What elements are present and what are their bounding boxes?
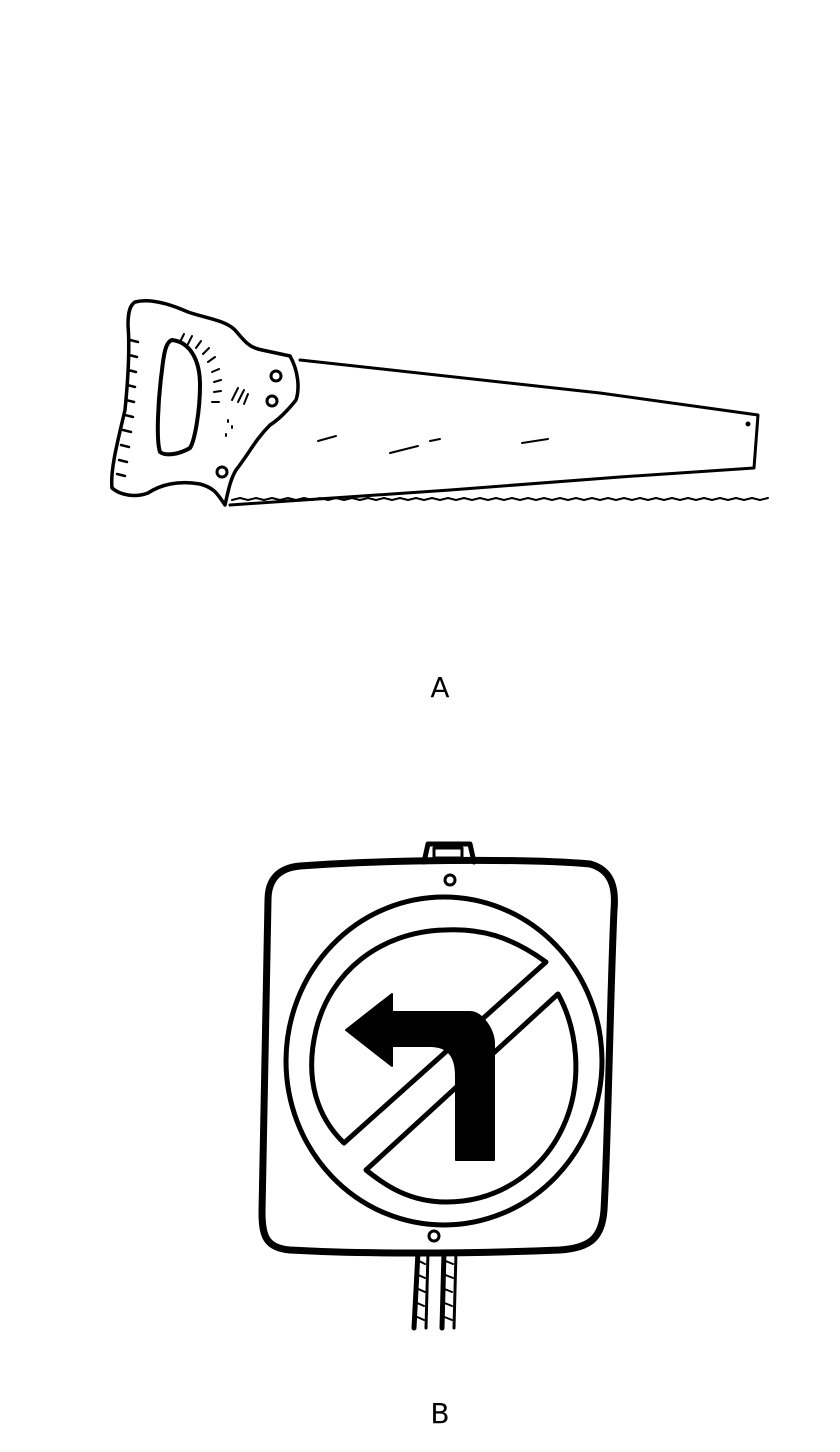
figure-label-a: A xyxy=(430,671,450,704)
no-left-turn-sign-icon xyxy=(0,740,840,1452)
figure-b xyxy=(0,740,840,1452)
figure-label-b: B xyxy=(430,1397,450,1430)
